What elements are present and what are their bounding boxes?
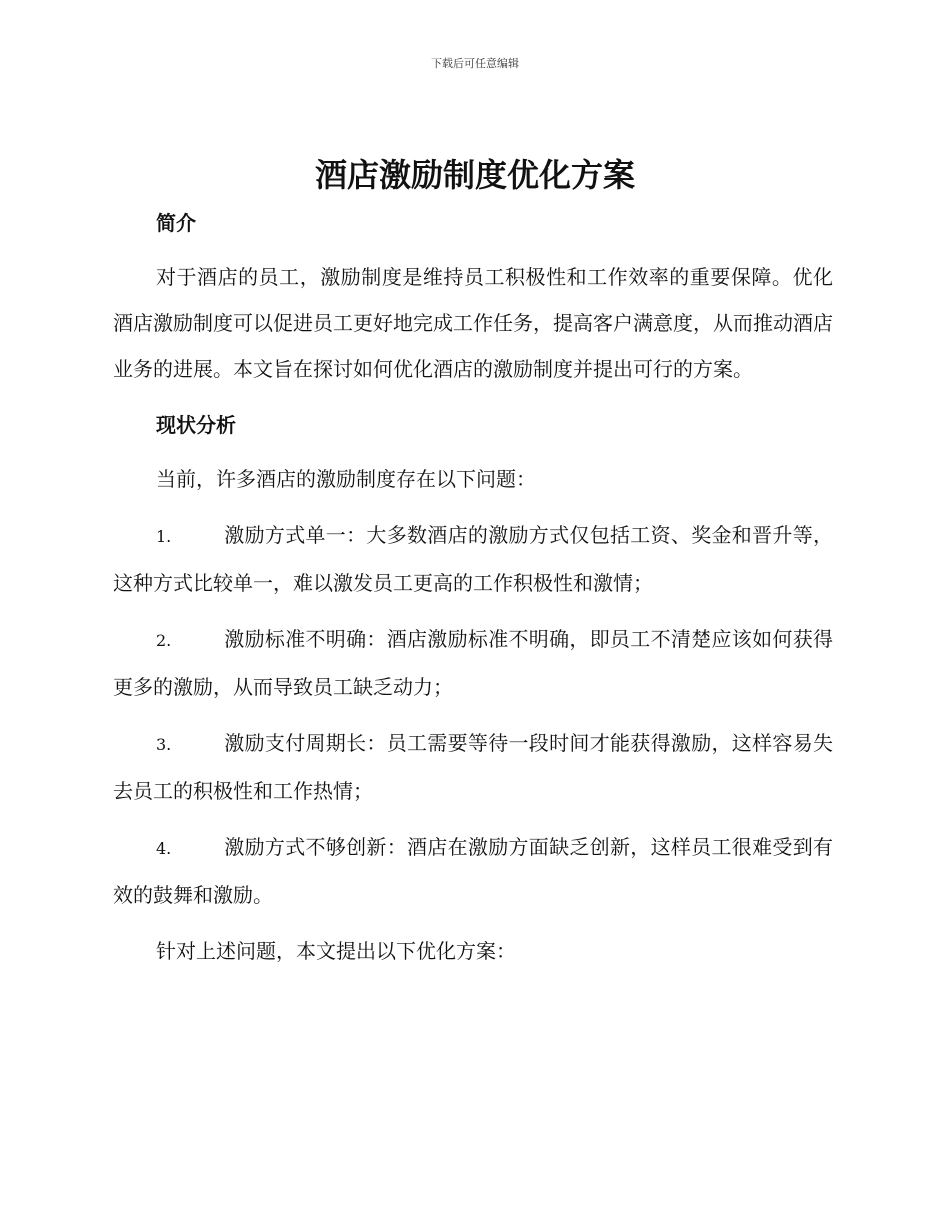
list-item-number: 3. (156, 735, 172, 754)
list-item (113, 512, 833, 606)
section-heading-status: 现状分析 (156, 413, 236, 437)
document-body (113, 200, 833, 974)
section-heading-intro: 简介 (156, 211, 196, 235)
list-item-number: 1. (156, 527, 172, 546)
list-item (113, 824, 833, 918)
list-item-text: 激励支付周期长：员工需要等待一段时间才能获得激励，这样容易失去员工的积极性和工作热情； (113, 731, 833, 803)
header-note: 下载后可任意编辑 (431, 57, 519, 70)
intro-paragraph: 对于酒店的员工，激励制度是维持员工积极性和工作效率的重要保障。优化酒店激励制度可以促进员工更好地完成工作任务，提高客户满意度，从而推动酒店业务的进展。本文旨在探讨如何优化酒店的激励制度并提出可行的方案。 (113, 265, 833, 381)
problem-list (113, 512, 833, 918)
status-lead-paragraph: 当前，许多酒店的激励制度存在以下问题： (156, 467, 536, 491)
closing-paragraph: 针对上述问题，本文提出以下优化方案： (156, 939, 516, 963)
list-item-text: 激励方式单一：大多数酒店的激励方式仅包括工资、奖金和晋升等，这种方式比较单一，难以激发员工更高的工作积极性和激情； (113, 523, 833, 595)
list-item-text: 激励方式不够创新：酒店在激励方面缺乏创新，这样员工很难受到有效的鼓舞和激励。 (113, 835, 833, 907)
document-title: 酒店激励制度优化方案 (314, 156, 635, 194)
list-item (113, 616, 833, 710)
list-item-text: 激励标准不明确：酒店激励标准不明确，即员工不清楚应该如何获得更多的激励，从而导致员工缺乏动力； (113, 627, 833, 699)
list-item-number: 4. (156, 839, 172, 858)
list-item (113, 720, 833, 814)
list-item-number: 2. (156, 631, 172, 650)
